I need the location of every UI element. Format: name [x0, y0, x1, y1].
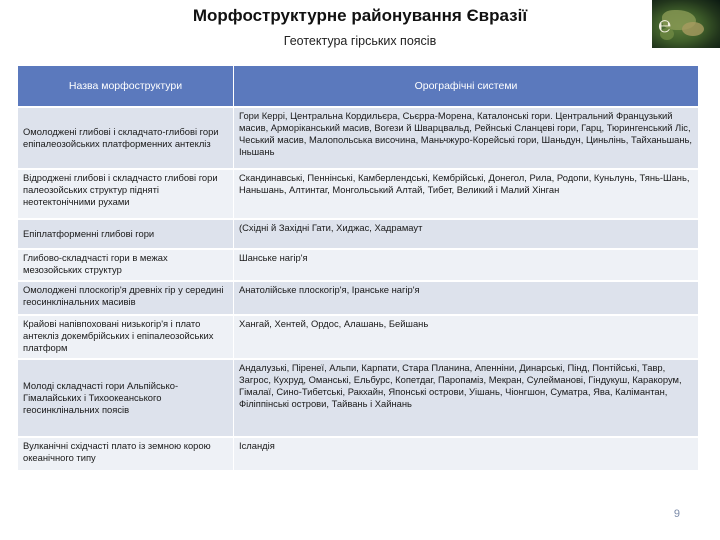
table-row	[18, 281, 698, 315]
table-row	[18, 437, 698, 471]
row-systems-cell: Шанське нагір'я	[234, 249, 699, 281]
table-row	[18, 315, 698, 359]
row-name-cell: Омолоджені глибові і складчато-глибові гори епіпалеозойських платформенних антекліз	[18, 107, 234, 169]
row-systems-cell: Скандинавські, Пеннінські, Камберлендські, Кембрійські, Донегол, Рила, Родопи, Куньлунь, Тянь-Шань, Наньшань, Алтинтаг, Монгольський Алтай, Тибет, Великий і Малий Хінган	[234, 169, 699, 219]
table-row	[18, 219, 698, 249]
row-systems-cell: Анатолійське плоскогір'я, Іранське нагір'я	[234, 281, 699, 315]
row-name-cell: Відроджені глибові і складчасто глибові гори палеозойських структур підняті неотектонічними рухами	[18, 169, 234, 219]
row-systems-cell: Гори Керрі, Центральна Кордильєра, Сьєрра-Морена, Каталонські гори. Центральний Французький масив, Арморіканський масив, Вогези й Шварцвальд, Рейнські Сланцеві гори, Гарц, Тюрингенський Ліс, Чеський масив, Малопольська височина, Маньчжуро-Корейські гори, Шаньдун, Циньлінь, Тайханьшань, Іньшань	[234, 107, 699, 169]
row-systems-cell: (Східні й Західні Гати, Хиджас, Хадрамаут	[234, 219, 699, 249]
row-name-cell: Глибово-складчасті гори в межах мезозойських структур	[18, 249, 234, 281]
page-number: 9	[673, 508, 680, 520]
slide-subtitle: Геотектура гірських поясів	[283, 34, 437, 48]
header-cell-systems: Орографічні системи	[234, 66, 699, 107]
eurasia-map-thumbnail-icon: ℮	[652, 0, 720, 48]
row-name-cell: Вулканічні східчасті плато із земною корою океанічного типу	[18, 437, 234, 471]
header-cell-name: Назва морфоструктури	[18, 66, 234, 107]
table-header-row	[18, 66, 698, 107]
table-row	[18, 107, 698, 169]
row-systems-cell: Хангай, Хентей, Ордос, Алашань, Бейшань	[234, 315, 699, 359]
morphostructure-table	[18, 66, 698, 472]
table-row	[18, 359, 698, 437]
row-name-cell: Молоді складчасті гори Альпійсько-Гімалайських і Тихоокеанського геосинклінальних поясів	[18, 359, 234, 437]
row-name-cell: Омолоджені плоскогір'я древніх гір у середині геосинклінальних масивів	[18, 281, 234, 315]
table-row	[18, 249, 698, 281]
slide-title: Морфоструктурне районування Євразії	[192, 6, 528, 25]
row-name-cell: Епіплатформенні глибові гори	[18, 219, 234, 249]
row-systems-cell: Ісландія	[234, 437, 699, 471]
table-row	[18, 169, 698, 219]
row-name-cell: Крайові напівпоховані низькогір'я і плато антекліз докембрійських і епіпалеозойських платформ	[18, 315, 234, 359]
row-systems-cell: Андалузькі, Піренеї, Альпи, Карпати, Стара Планина, Апенніни, Динарські, Пінд, Понтійські, Тавр, Загрос, Кухруд, Оманські, Ельбурс, Копетдаг, Паропаміз, Мекран, Сулейманові, Гіндукуш, Каракорум, Гімалаї, Сино-Тибетські, Ракхайн, Японські острови, Уішань, Чіонгшон, Суматра, Ява, Калімантан, Філіппінські острови, Тайвань і Хайнань	[234, 359, 699, 437]
